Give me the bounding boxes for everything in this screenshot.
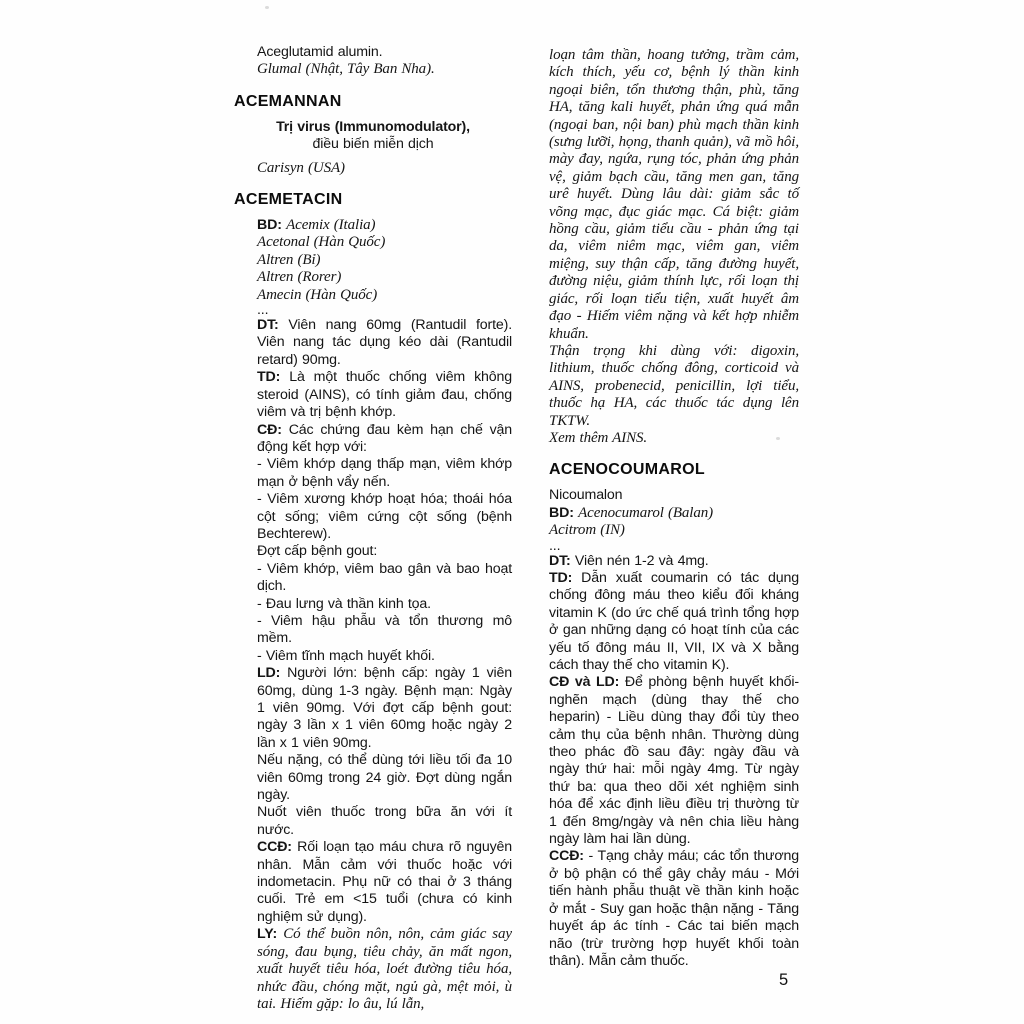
section-text: Viên nén 1-2 và 4mg. [574, 552, 709, 569]
section-label: LY: [257, 926, 278, 943]
section-label: CĐ và LD: [549, 674, 620, 691]
section-text: Rối loạn tạo máu chưa rõ nguyên nhân. Mẫn cảm với thuốc hoặc với indometacin. Phụ nữ có thai ở 3 tháng cuối. Trẻ em <15 tuổi (chưa có kinh nghiệm sử dụng). [257, 839, 513, 925]
labeled-paragraph [527, 674, 799, 848]
section-text: Có thể buồn nôn, nôn, cảm giác say sóng, đau bụng, tiêu chảy, ăn mất ngon, xuất huyết tiêu hóa, loét đường tiêu hóa, nhức đầu, chóng mặt, ngủ gà, mệt mỏi, ù tai. Hiếm gặp: lo âu, lú lẫn, [257, 926, 512, 1012]
section-text: - Tạng chảy máu; các tổn thương ở bộ phận có thể gây chảy máu - Mới tiến hành phẫu thuật về thần kinh hoặc ở mắt - Suy gan hoặc thận nặng - Tăng huyết áp ác tính - Các tai biến mạch não (trừ trường hợp huyết khối toàn thân). Mẫn cảm thuốc. [549, 848, 799, 969]
section-label: LD: [257, 665, 281, 682]
right-column [527, 47, 799, 970]
paragraph: - Viêm khớp, viêm bao gân và bao hoạt dịch. [257, 560, 512, 595]
labeled-paragraph [234, 926, 512, 1013]
paragraph: - Viêm xương khớp hoạt hóa; thoái hóa cột sống; viêm cứng cột sống (bệnh Bechterew). [257, 491, 512, 542]
section-text: Acenocumarol (Balan) [578, 504, 714, 521]
drug-class-line: Trị virus (Immunomodulator), [276, 118, 470, 135]
paragraph: - Đau lưng và thần kinh tọa. [257, 595, 431, 612]
brand-name-line: Acetonal (Hàn Quốc) [257, 234, 386, 251]
labeled-paragraph [234, 317, 512, 369]
italic-paragraph: Thận trọng khi dùng với: digoxin, lithium, thuốc chống đông, corticoid và AINS, probenecid, penicillin, lợi tiểu, thuốc hạ HA, các thuốc tác dụng lên TKTW. [549, 342, 799, 429]
brand-name-line: Amecin (Hàn Quốc) [257, 286, 378, 303]
section-label: CCĐ: [257, 839, 292, 856]
brand-name-line: Altren (Rorer) [257, 269, 342, 286]
section-label: TD: [257, 369, 281, 386]
section-label: BD: [257, 217, 282, 234]
brand-name-line [234, 217, 512, 234]
section-label: DT: [549, 552, 571, 569]
labeled-paragraph [234, 665, 512, 752]
brand-name-line: Altren (Bỉ) [257, 251, 321, 268]
ellipsis-line: ... [549, 537, 561, 554]
paragraph: - Viêm tĩnh mạch huyết khối. [257, 647, 435, 664]
drug-heading: ACEMETACIN [234, 191, 343, 209]
drug-class-line: điều biến miễn dịch [312, 136, 434, 153]
ellipsis-line: ... [257, 302, 269, 319]
scan-artifact-top [265, 6, 269, 9]
paragraph: Đợt cấp bệnh gout: [257, 543, 378, 560]
section-text: Dẫn xuất coumarin có tác dụng chống đông máu theo kiểu đối kháng vitamin K (do ức chế quá trình tổng hợp ở gan những dạng có hoạt tính của các yếu tố đông máu II, VII, IX và X bằng cách thay thế cho vitamin K). [549, 569, 800, 673]
paragraph: - Viêm khớp dạng thấp mạn, viêm khớp mạn ở bệnh vẩy nến. [257, 456, 512, 490]
paragraph: Nuốt viên thuốc trong bữa ăn với ít nước. [257, 804, 512, 838]
paragraph: - Viêm hậu phẫu và tổn thương mô mềm. [257, 612, 512, 647]
paragraph: Nếu nặng, có thể dùng tới liều tối đa 10 viên 60mg trong 24 giờ. Đợt dùng ngắn ngày. [257, 752, 512, 804]
labeled-paragraph [234, 839, 512, 926]
italic-paragraph: Xem thêm AINS. [549, 429, 648, 446]
section-label: CĐ: [257, 421, 282, 438]
section-text: Các chứng đau kèm hạn chế vận động kết hợp với: [257, 421, 513, 455]
labeled-paragraph [527, 848, 799, 970]
page-number: 5 [779, 971, 789, 989]
brand-name-line: Acitrom (IN) [549, 522, 625, 539]
section-label: TD: [549, 569, 573, 586]
left-column [234, 44, 512, 1013]
drug-heading: ACENOCOUMAROL [549, 461, 705, 479]
section-label: BD: [549, 504, 574, 521]
section-text: Viên nang 60mg (Rantudil forte). Viên nang tác dụng kéo dài (Rantudil retard) 90mg. [257, 317, 512, 368]
section-label: DT: [257, 317, 279, 334]
text-line: Nicoumalon [549, 487, 623, 504]
section-label: CCĐ: [549, 848, 584, 865]
text-line: Aceglutamid alumin. [257, 44, 383, 60]
section-text: Là một thuốc chống viêm không steroid (AINS), có tính giảm đau, chống viêm và trị bệnh khớp. [257, 369, 513, 421]
brand-name-line: Carisyn (USA) [257, 159, 345, 176]
labeled-paragraph [234, 369, 512, 421]
labeled-paragraph [527, 553, 799, 570]
brand-name-line: Glumal (Nhật, Tây Ban Nha). [257, 61, 435, 78]
brand-name-line [527, 505, 799, 522]
drug-heading: ACEMANNAN [234, 92, 342, 110]
section-text: Để phòng bệnh huyết khối-nghẽn mạch (dùng thay thế cho heparin) - Liều dùng thay đổi tùy theo cảm thụ của bệnh nhân. Thường dùng theo phác đồ sau đây: ngày đầu và ngày thứ hai: mỗi ngày 4mg. Từ ngày thứ ba: qua theo dõi xét nghiệm sinh hóa để xác định liều điều trị thường từ 1 đến 8mg/ngày và nên chia liều hàng ngày làm hai lần dùng. [549, 674, 799, 848]
labeled-paragraph [234, 422, 512, 457]
labeled-paragraph [527, 570, 799, 674]
italic-paragraph: loạn tâm thần, hoang tưởng, trầm cảm, kích thích, yếu cơ, bệnh lý thần kinh ngoại biên, tổn thương thận, phù, tăng HA, tăng kali huyết, phản ứng quá mẫn (ngoại ban, nội ban) phù mạch thần kinh (sưng lưỡi, họng, thanh quản), vã mồ hôi, mày đay, ngứa, rụng tóc, phản ứng phản vệ, giảm bạch cầu, tăng men gan, tăng urê huyết. Dùng lâu dài: giảm sắc tố võng mạc, đục giác mạc. Cá biệt: giảm hồng cầu, giảm tiểu cầu - phản ứng tại da, viêm niêm mạc, viêm gan, viêm miệng, suy thận cấp, tăng đường huyết, đường niệu, giảm thính lực, rối loạn thị giác, rối loạn tiểu tiện, xuất huyết âm đạo - Hiếm viêm nặng và kết hợp nhiễm khuẩn. [549, 47, 800, 342]
section-text: Người lớn: bệnh cấp: ngày 1 viên 60mg, dùng 1-3 ngày. Bệnh mạn: Ngày 1 viên 90mg. Với đợt cấp bệnh gout: ngày 3 lần x 1 viên 60mg hoặc ngày 2 lần x 1 viên 90mg. [257, 665, 512, 751]
section-text: Acemix (Italia) [286, 217, 376, 234]
